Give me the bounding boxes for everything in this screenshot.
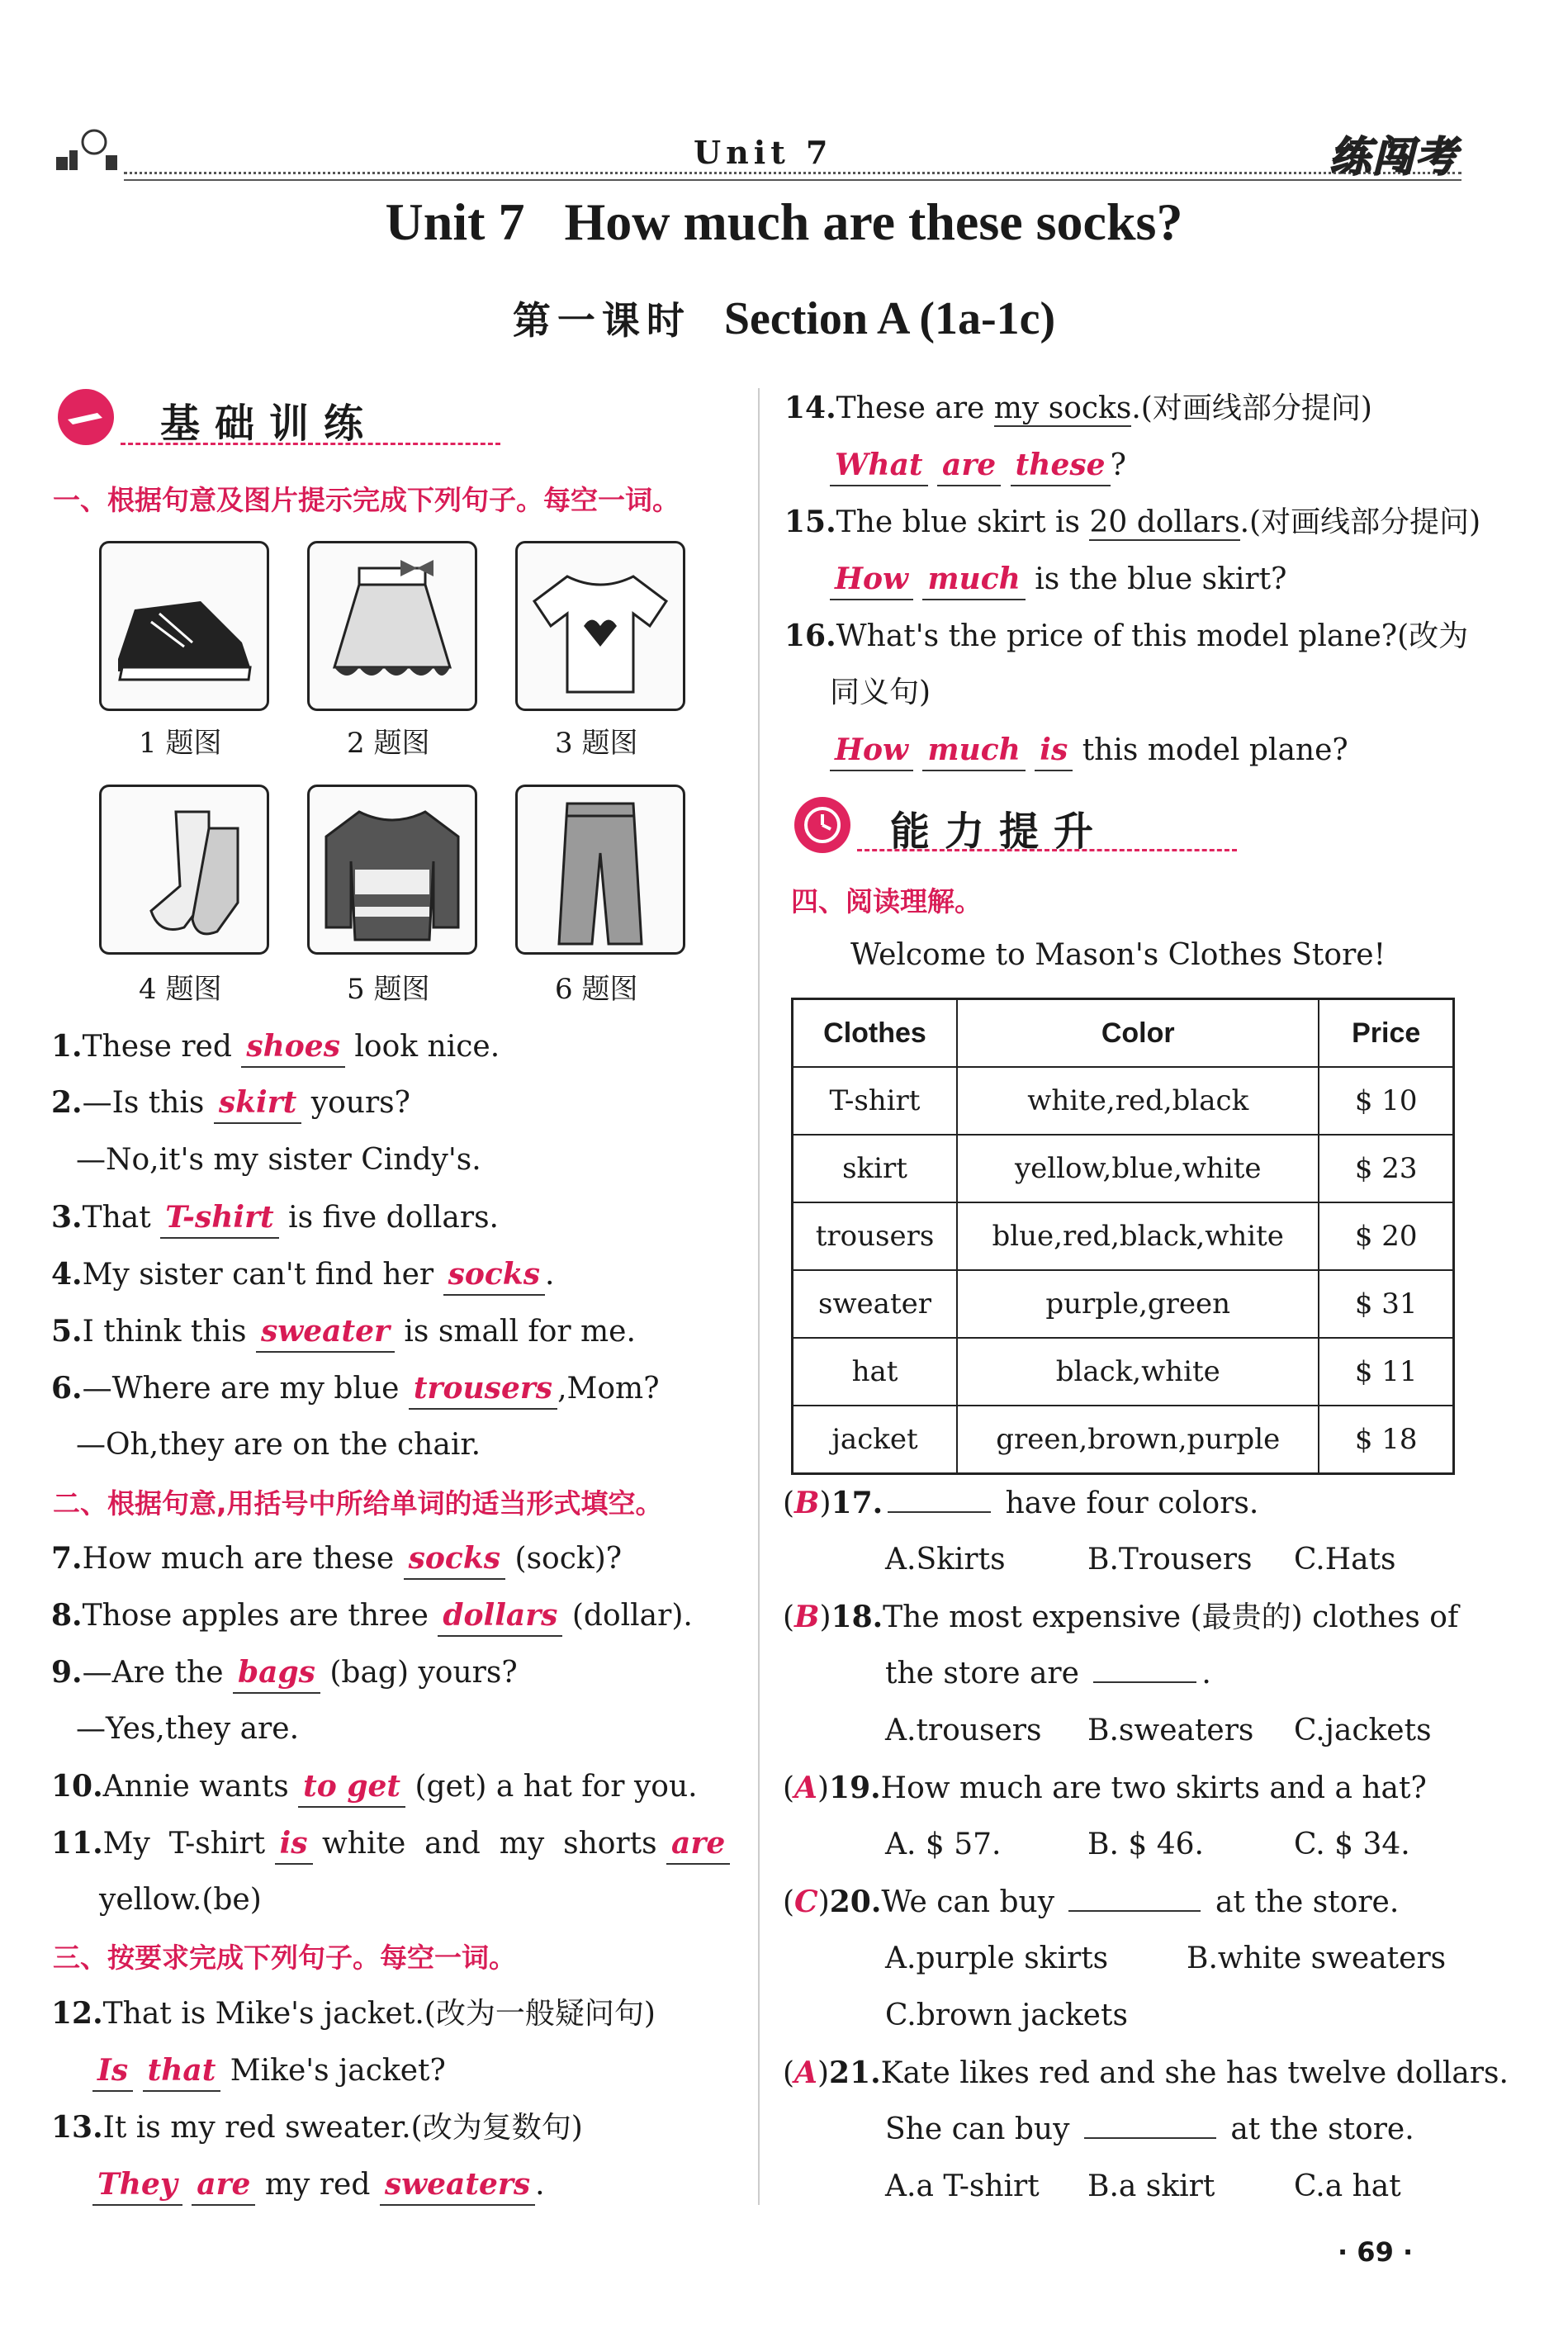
question-3: 3.That T-shirt is five dollars. [51,1199,499,1239]
table-row: jacket green,brown,purple $ 18 [793,1406,1454,1474]
caption-4: 4 题图 [139,973,222,1006]
header-ornament-icon [56,124,122,173]
question-2-reply: —No,it's my sister Cindy's. [76,1143,481,1177]
pencil-badge-icon [54,386,121,448]
question-18-cont: the store are . [885,1657,1211,1690]
caption-1: 1 题图 [139,727,222,760]
question-9: 9.—Are the bags (bag) yours? [51,1654,518,1694]
options-19: A. $ 57. B. $ 46. C. $ 34. [885,1828,1410,1861]
answer-2[interactable]: skirt [214,1084,301,1124]
caption-6: 6 题图 [555,973,638,1006]
question-21-cont: She can buy at the store. [885,2112,1414,2146]
answer-11a[interactable]: is [275,1825,313,1865]
options-17: A.Skirts B.Trousers C.Hats [885,1543,1396,1576]
question-21: (A)21.Kate likes red and she has twelve dollars. [783,2055,1509,2090]
question-18: (B)18.The most expensive (最贵的) clothes of [783,1600,1459,1634]
store-title: Welcome to Mason's Clothes Store! [850,938,1386,972]
part2-heading: 二、根据句意,用括号中所给单词的适当形式填空。 [53,1487,663,1520]
section-badge-basic [54,386,500,448]
choice-21[interactable]: A [794,2055,817,2090]
answer-13a[interactable]: They [92,2166,182,2206]
caption-3: 3 题图 [555,727,638,760]
question-19: (A)19.How much are two skirts and a hat? [783,1771,1427,1805]
answer-7[interactable]: socks [404,1540,505,1580]
table-row: T-shirt white,red,black $ 10 [793,1067,1454,1135]
sweater-image [307,785,477,955]
answer-9[interactable]: bags [233,1654,320,1694]
table-row: hat black,white $ 11 [793,1338,1454,1406]
answer-1[interactable]: shoes [241,1028,345,1068]
badge-label: 基础训练 [160,401,379,447]
question-16-cont: 同义句) [830,676,931,709]
section-badge-advanced [791,794,1237,856]
table-row: trousers blue,red,black,white $ 20 [793,1202,1454,1270]
table-row: skirt yellow,blue,white $ 23 [793,1135,1454,1202]
answer-16b[interactable]: much [922,732,1025,771]
choice-19[interactable]: A [794,1771,817,1805]
column-divider [758,388,760,2205]
answer-14b[interactable]: are [937,447,1001,486]
question-11-cont: yellow.(be) [99,1883,262,1917]
question-10: 10.Annie wants to get (get) a hat for you. [51,1768,698,1808]
question-7: 7.How much are these socks (sock)? [51,1540,622,1580]
answer-12b[interactable]: that [143,2052,221,2092]
part1-heading: 一、根据句意及图片提示完成下列句子。每空一词。 [53,484,680,516]
price-table [791,998,1455,1475]
question-14: 14.These are my socks.(对画线部分提问) [784,391,1372,425]
question-12-answer: Is that Mike's jacket? [92,2052,446,2092]
lesson-subtitle [0,291,1568,345]
question-14-answer: What are these ? [830,447,1126,486]
answer-14c[interactable]: these [1011,447,1111,486]
answer-12a[interactable]: Is [92,2052,133,2092]
caption-5: 5 题图 [347,973,430,1006]
question-5: 5.I think this sweater is small for me. [51,1313,636,1353]
answer-16c[interactable]: is [1035,732,1073,771]
answer-11b[interactable]: are [666,1825,730,1865]
question-13: 13.It is my red sweater.(改为复数句) [51,2110,583,2145]
table-header-row: Clothes Color Price [793,999,1454,1068]
question-8: 8.Those apples are three dollars (dollar). [51,1597,693,1637]
answer-14a[interactable]: What [830,447,928,486]
answer-13c[interactable]: sweaters [380,2166,535,2206]
part4-heading: 四、阅读理解。 [791,885,982,917]
options-18: A.trousers B.sweaters C.jackets [885,1714,1432,1747]
answer-4[interactable]: socks [443,1256,545,1296]
trousers-image [515,785,685,955]
socks-image [99,785,269,955]
choice-20[interactable]: C [794,1885,818,1919]
table-row: sweater purple,green $ 31 [793,1270,1454,1338]
header-rule [124,172,1461,181]
options-20-c: C.brown jackets [885,1998,1128,2032]
question-12: 12.That is Mike's jacket.(改为一般疑问句) [51,1996,656,2031]
skirt-image [307,541,477,711]
answer-8[interactable]: dollars [438,1597,562,1637]
sneakers-image [99,541,269,711]
header-unit-label: Unit 7 [694,134,833,171]
answer-13b[interactable]: are [192,2166,255,2206]
question-15-answer: How much is the blue skirt? [830,561,1286,600]
answer-15a[interactable]: How [830,561,913,600]
options-20: A.purple skirts B.white sweaters [885,1942,1447,1975]
caption-2: 2 题图 [347,727,430,760]
subtitle-cn: 第一课时 [512,298,691,343]
answer-5[interactable]: sweater [256,1313,395,1353]
answer-3[interactable]: T-shirt [160,1199,278,1239]
question-6: 6.—Where are my blue trousers ,Mom? [51,1370,660,1410]
question-16: 16.What's the price of this model plane?(改为 [784,619,1469,653]
question-4: 4.My sister can't find her socks . [51,1256,554,1296]
question-6-reply: —Oh,they are on the chair. [76,1428,481,1462]
question-16-answer: How much is this model plane? [830,732,1348,771]
question-17: (B)17. have four colors. [783,1486,1259,1520]
choice-17[interactable]: B [794,1486,820,1520]
tshirt-image [515,541,685,711]
options-21: A.a T-shirt B.a skirt C.a hat [885,2169,1401,2203]
clock-badge-icon [791,794,857,856]
page-number: · 69 · [1338,2236,1414,2268]
page-title: Unit 7 How much are these socks? [385,192,1183,251]
answer-10[interactable]: to get [298,1768,405,1808]
question-9-reply: —Yes,they are. [76,1712,300,1746]
question-15: 15.The blue skirt is 20 dollars.(对画线部分提问) [784,505,1481,539]
question-13-answer: They are my red sweaters . [92,2166,545,2206]
question-2: 2.—Is this skirt yours? [51,1084,410,1124]
choice-18[interactable]: B [794,1600,820,1634]
question-20: (C)20.We can buy at the store. [783,1885,1400,1919]
header-brand-logo: 练闯考 [1329,133,1458,181]
answer-6[interactable]: trousers [409,1370,557,1410]
subtitle-en: Section A (1a-1c) [723,293,1056,344]
answer-16a[interactable]: How [830,732,913,771]
question-1: 1.These red shoes look nice. [51,1028,500,1068]
question-11: 11.My T-shirt is white and my shorts are [51,1825,730,1865]
answer-15b[interactable]: much [922,561,1025,600]
badge2-label: 能力提升 [890,808,1109,855]
part3-heading: 三、按要求完成下列句子。每空一词。 [53,1942,516,1974]
